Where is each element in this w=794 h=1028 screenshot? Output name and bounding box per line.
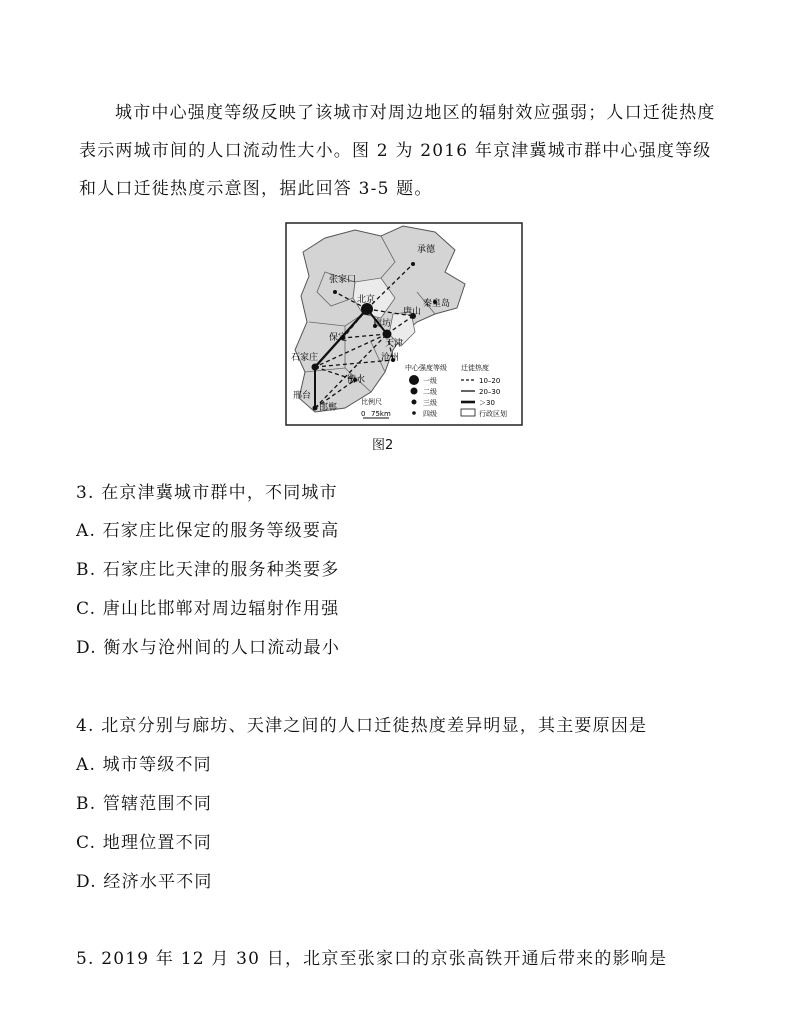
legend-heat-3: ＞30 [479, 399, 495, 407]
map-figure [285, 222, 523, 426]
figure-caption: 图2 [372, 438, 394, 453]
legend-heat-2: 20–30 [479, 388, 501, 396]
question-4-option-b: B. 管辖范围不同 [76, 794, 213, 814]
handan-marker [313, 406, 318, 411]
intro-paragraph: 城市中心强度等级反映了该城市对周边地区的辐射效应强弱；人口迁徙热度表示两城市间的人口流动性大小。图 2 为 2016 年京津冀城市群中心强度等级和人口迁徙热度示意图，据此回答 3-5 题。 [79, 103, 716, 199]
scale-zero: 0 [361, 410, 366, 418]
city-label-chengde: 承德 [417, 245, 436, 255]
question-3-stem: 3. 在京津冀城市群中，不同城市 [76, 483, 338, 503]
legend-boundary: 行政区划 [479, 410, 507, 418]
question-3-option-b: B. 石家庄比天津的服务种类要多 [76, 560, 340, 580]
question-3-option-c: C. 唐山比邯郸对周边辐射作用强 [76, 599, 340, 619]
city-label-beijing: 北京 [357, 295, 376, 305]
legend-level-2-dot [411, 388, 418, 395]
legend-heat-1: 10–20 [479, 377, 501, 385]
shijiazhuang-marker [312, 364, 319, 371]
city-label-shijiazhuang: 石家庄 [291, 353, 319, 363]
city-label-tianjin: 天津 [385, 339, 404, 349]
city-label-langfang: 廊坊 [373, 319, 392, 329]
legend-level-2: 二级 [423, 388, 437, 396]
city-label-tangshan: 唐山 [403, 307, 422, 317]
question-3-option-d: D. 衡水与沧州间的人口流动最小 [76, 638, 341, 658]
legend-level-3: 三级 [423, 399, 437, 407]
legend-boundary-swatch [461, 409, 475, 416]
legend-level-1-dot [409, 375, 419, 385]
city-label-baoding: 保定 [329, 333, 348, 343]
question-4-stem: 4. 北京分别与廊坊、天津之间的人口迁徙热度差异明显，其主要原因是 [76, 716, 648, 736]
city-label-hengshui: 衡水 [347, 375, 366, 385]
question-4-option-c: C. 地理位置不同 [76, 833, 213, 853]
legend-level-1: 一级 [423, 377, 437, 385]
city-label-handan: 邯郸 [319, 403, 338, 413]
question-5-stem: 5. 2019 年 12 月 30 日，北京至张家口的京张高铁开通后带来的影响是 [76, 949, 668, 969]
legend-level-4: 四级 [423, 410, 437, 418]
city-label-qinhuangdao: 秦皇岛 [423, 299, 451, 309]
zhangjiakou-marker [333, 290, 337, 294]
city-label-cangzhou: 沧州 [381, 353, 400, 363]
city-label-zhangjiakou: 张家口 [329, 275, 357, 285]
question-3-option-a: A. 石家庄比保定的服务等级要高 [76, 521, 340, 541]
question-4-option-d: D. 经济水平不同 [76, 872, 213, 892]
scale-value: 75km [371, 410, 391, 418]
tianjin-marker [383, 330, 392, 339]
scale-label: 比例尺 [361, 398, 382, 406]
legend-level-4-dot [412, 411, 416, 415]
beijing-tianjin-hebei-map [285, 222, 523, 426]
chengde-marker [411, 262, 415, 266]
map-legend [403, 360, 520, 422]
city-label-xingtai: 邢台 [293, 391, 312, 401]
legend-level-title: 中心强度等级 [405, 364, 447, 372]
legend-heat-title: 迁徙热度 [461, 364, 489, 372]
question-4-option-a: A. 城市等级不同 [76, 755, 212, 775]
legend-level-3-dot [412, 400, 417, 405]
